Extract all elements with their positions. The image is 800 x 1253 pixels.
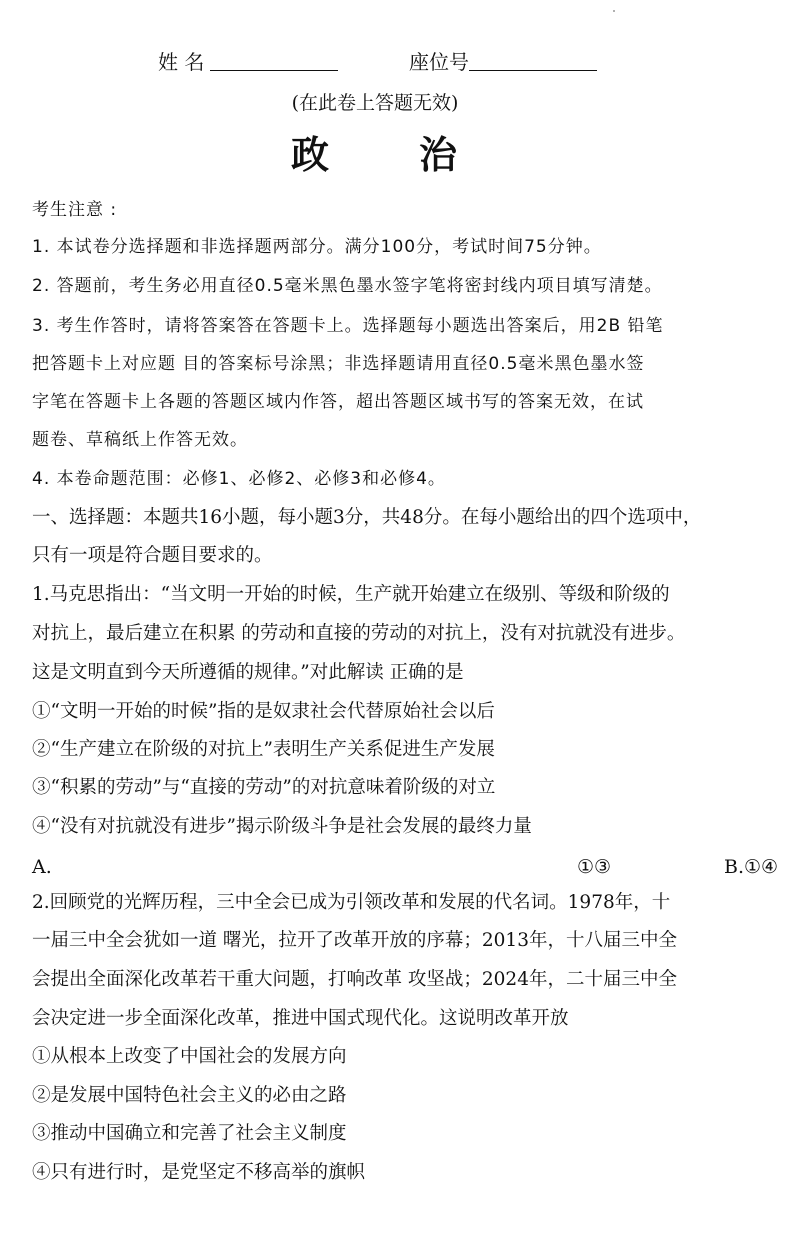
notice-item-2: 2. 答题前，考生务必用直径0.5毫米黑色墨水签字笔将密封线内项目填写清楚。 [32,276,663,296]
q1-option-a-value[interactable]: ①③ [577,856,612,878]
notice-item-3-line-4: 题卷、草稿纸上作答无效。 [32,430,248,450]
subject-char-2: 治 [419,132,460,177]
q1-stem-line-3: 这是文明直到今天所遵循的规律。”对此解读 正确的是 [32,662,464,683]
q1-statement-2: ②“生产建立在阶级的对抗上”表明生产关系促进生产发展 [32,739,495,760]
notice-title: 考生注意 : [32,200,118,220]
notice-item-3-line-3: 字笔在答题卡上各题的答题区域内作答，超出答题区域书写的答案无效，在试 [32,392,644,412]
q2-stem-line-1: 2.回顾党的光辉历程，三中全会已成为引领改革和发展的代名词。1978年，十 [32,892,671,913]
q1-option-a-label[interactable]: A. [32,856,52,878]
header-fields [0,46,800,76]
q1-options [32,856,792,882]
q2-stem-line-4: 会决定进一步全面深化改革，推进中国式现代化。这说明改革开放 [32,1008,569,1029]
seat-blank-line[interactable] [469,70,597,71]
q2-stem-line-3: 会提出全面深化改革若干重大问题，打响改革 攻坚战；2024年，二十届三中全 [32,969,677,990]
scan-speck [613,10,615,12]
name-label: 姓 名 [158,50,205,74]
notice-item-4: 4. 本卷命题范围：必修1、必修2、必修3和必修4。 [32,469,446,489]
notice-item-1: 1. 本试卷分选择题和非选择题两部分。满分100分，考试时间75分钟。 [32,237,602,257]
q1-stem-line-2: 对抗上，最后建立在积累 的劳动和直接的劳动的对抗上，没有对抗就没有进步。 [32,623,686,644]
q1-statement-3: ③“积累的劳动”与“直接的劳动”的对抗意味着阶级的对立 [32,777,496,798]
notice-item-3-line-2: 把答题卡上对应题 目的答案标号涂黑；非选择题请用直径0.5毫米黑色墨水签 [32,354,645,374]
section-heading-line-2: 只有一项是符合题目要求的。 [32,545,273,566]
invalid-note: (在此卷上答题无效) [291,92,459,114]
q1-stem-line-1: 1.马克思指出：“当文明一开始的时候，生产就开始建立在级别、等级和阶级的 [32,584,670,605]
q2-statement-2: ②是发展中国特色社会主义的必由之路 [32,1085,347,1106]
q1-statement-1: ①“文明一开始的时候”指的是奴隶社会代替原始社会以后 [32,701,495,722]
q1-statement-4: ④“没有对抗就没有进步”揭示阶级斗争是社会发展的最终力量 [32,816,532,837]
notice-item-3-line-1: 3. 考生作答时，请将答案答在答题卡上。选择题每小题选出答案后，用2B 铅笔 [32,316,664,336]
q2-stem-line-2: 一届三中全会犹如一道 曙光，拉开了改革开放的序幕；2013年，十八届三中全 [32,930,677,951]
subject-char-1: 政 [290,132,331,177]
q2-statement-3: ③推动中国确立和完善了社会主义制度 [32,1123,347,1144]
q2-statement-1: ①从根本上改变了中国社会的发展方向 [32,1046,347,1067]
seat-label: 座位号 [409,50,469,74]
name-blank-line[interactable] [210,70,338,71]
q1-option-b[interactable]: B.①④ [724,856,779,878]
q2-statement-4: ④只有进行时，是党坚定不移高举的旗帜 [32,1162,366,1183]
subject-title [0,124,750,179]
section-heading-line-1: 一、选择题：本题共16小题，每小题3分，共48分。在每小题给出的四个选项中， [32,507,702,528]
